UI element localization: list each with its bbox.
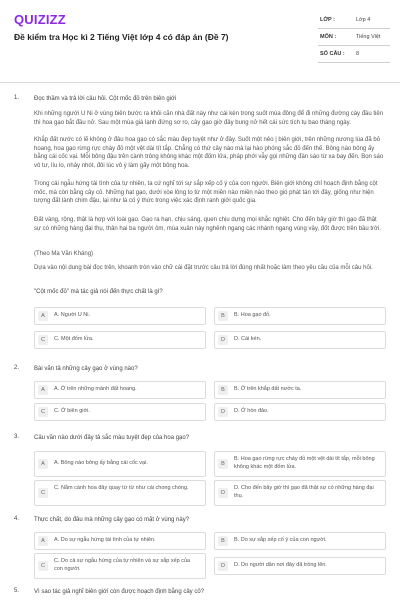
option-a[interactable] <box>34 532 206 550</box>
option-text: C. Do cả sự ngẫu hứng của tự nhiên và sự sắp xếp của con người. <box>54 558 191 572</box>
option-letter: A <box>38 536 48 546</box>
option-letter: C <box>38 488 48 498</box>
question-text: Thực chất, do đâu mà những cây gạo có mặt ở vùng này? <box>34 517 190 523</box>
meta-value: 8 <box>356 51 360 57</box>
meta-value: Lớp 4 <box>356 17 371 23</box>
option-text: B. Do sự sắp xếp cố ý của con người. <box>234 537 327 543</box>
option-text: C. Một đốm lửa. <box>54 336 94 342</box>
option-c[interactable] <box>34 331 206 349</box>
option-letter: B <box>218 311 228 321</box>
option-text: D. Ở hòn đảo. <box>234 408 269 414</box>
option-letter: C <box>38 335 48 345</box>
option-c[interactable] <box>34 480 206 506</box>
meta-label: SỐ CÂU : <box>320 51 345 57</box>
reading-intro: Đọc thầm và trả lời câu hỏi. Cột mốc đỏ trên biên giới <box>34 96 177 102</box>
question-number: 4. <box>14 516 20 522</box>
page-title: Đề kiểm tra Học kì 2 Tiếng Việt lớp 4 có đáp án (Đề 7) <box>14 32 229 42</box>
passage-paragraph: Đất vàng, rộng, thật là hợp với loài gạo. Gạo ra hạn, chịu sáng, quen chịu dựng mọi khắc nghiệt. Cho đến bây giờ thì gạo đã thật sự có những hàng đại thụ, thân hai ba người ôm, mùa xuân này nghênh ngang các nhánh ngang vùng vậy, đốt được trên bầu trời. <box>34 217 381 232</box>
instruction-text: Dựa vào nội dung bài đọc trên, khoanh tròn vào chữ cái đặt trước câu trả lời đúng nhất hoặc làm theo yêu cầu của mỗi câu hỏi. <box>34 265 373 271</box>
question-number: 5. <box>14 588 20 594</box>
passage-paragraph: Trong cái ngẫu hứng tài tình của tự nhiên, ta cứ nghĩ tới sự sắp xếp cố ý của con người. Biên giới không chỉ hoạch định bằng cột mốc, mà còn bằng cây cỏ. Những hạt gạo, dưới xòe lông to từ một miền nào miền nào theo gió phát tán tới đây, giống như hiện tượng đất lành chim đậu, lại như là có ý thức trong việc xác định ranh giới quốc gia. <box>34 181 378 205</box>
header <box>0 0 400 70</box>
question-text: Câu văn nào dưới đây tả sắc màu tuyệt đẹp của hoa gạo? <box>34 435 190 441</box>
option-d[interactable] <box>214 403 386 421</box>
option-text: B. Hoa gạo đỏ. <box>234 312 271 318</box>
passage-source: (Theo Ma Văn Kháng) <box>34 251 94 257</box>
option-text: B. Ở trên khắp đất nước ta. <box>234 386 302 392</box>
option-text: A. Người U Ni. <box>54 312 91 318</box>
option-letter: C <box>38 561 48 571</box>
meta-row-count <box>318 46 390 63</box>
option-text: B. Hoa gạo rừng rực cháy đỏ một vệt dài tít tắp, mỗi bông không khác một đốm lửa. <box>234 456 375 470</box>
option-letter: B <box>218 385 228 395</box>
option-letter: B <box>218 459 228 469</box>
option-a[interactable] <box>34 451 206 477</box>
option-text: A. Ở trên những mảnh đất hoang. <box>54 386 137 392</box>
option-text: A. Do sự ngẫu hứng tài tình của tự nhiên. <box>54 537 156 543</box>
option-letter: A <box>38 459 48 469</box>
question-number: 3. <box>14 434 20 440</box>
option-text: D. Cho đến bây giờ thì gạo đã thật sự có những hàng đại thụ. <box>234 485 374 499</box>
option-d[interactable] <box>214 480 386 506</box>
question-number: 2. <box>14 365 20 371</box>
passage-paragraph: Khi những người U Ni ở vùng biên bước ra khỏi căn nhà đất này như cái kén trong suốt mùa đông để đi những đường cày đầu tiên thì hoa gạo bắt đầu nở. Sau một mùa giá lạnh đứng sơ ro, cây gạo giờ đây bung nở hết cái sức tích tụ bao tháng ngày. <box>34 111 384 126</box>
question-number: 1. <box>14 95 20 101</box>
question-text: "Cột mốc đỏ" mà tác giả nói đến thực chất là gì? <box>34 289 163 295</box>
meta-label: LỚP : <box>320 17 335 23</box>
option-text: C. Nằm cành hoa đây quay từ từ như cái chong chóng. <box>54 485 189 491</box>
option-b[interactable] <box>214 532 386 550</box>
option-letter: D <box>218 407 228 417</box>
question-text: Bài văn tả những cây gạo ở vùng nào? <box>34 366 138 372</box>
option-a[interactable] <box>34 381 206 399</box>
meta-value: Tiếng Việt <box>356 34 381 40</box>
quizizz-logo: QUIZIZZ <box>14 12 66 27</box>
meta-row-subject <box>318 29 390 46</box>
option-text: D. Do người dân nơi đây đã trồng lên. <box>234 562 327 568</box>
option-b[interactable] <box>214 451 386 477</box>
meta-row-class <box>318 12 390 29</box>
option-d[interactable] <box>214 557 386 575</box>
option-b[interactable] <box>214 381 386 399</box>
option-letter: A <box>38 385 48 395</box>
option-a[interactable] <box>34 307 206 325</box>
option-b[interactable] <box>214 307 386 325</box>
option-c[interactable] <box>34 553 206 579</box>
question-text: Vì sao tác giả nghĩ biên giới còn được hoạch định bằng cây cỏ? <box>34 589 204 595</box>
option-letter: D <box>218 488 228 498</box>
passage-paragraph: Khắp đất nước có lẽ không ở đâu hoa gạo có sắc màu đẹp tuyệt như ở đây. Suốt một nẻo | biên giới, trên những nương lúa đã bỏ hoang, hoa gạo rừng rực cháy đỏ một vệt dài tít tắp. Chẳng có thứ cây nào mà lại hào phóng sắc đỏ đến thế. Bông nào bông ấy bằng cái cốc vại. Mỗi bông đậu trên cành trông không khác một đốm lửa, pháp phới vẫy gọi những đàn sáo từ xa bay đến. Bọn sáo vô tư, líu lo, nhảy nhót, đôi lúc vô ý làm gãy một bông hoa. <box>34 137 384 169</box>
option-letter: D <box>218 561 228 571</box>
option-letter: C <box>38 407 48 417</box>
option-text: D. Cái kén. <box>234 336 262 342</box>
option-text: A. Bông nào bông ấy bằng cái cốc vại. <box>54 460 148 466</box>
divider <box>0 82 400 83</box>
option-letter: A <box>38 311 48 321</box>
option-letter: D <box>218 335 228 345</box>
option-letter: B <box>218 536 228 546</box>
option-c[interactable] <box>34 403 206 421</box>
meta-label: MÔN : <box>320 34 337 40</box>
option-text: C. Ở biên giới. <box>54 408 90 414</box>
option-d[interactable] <box>214 331 386 349</box>
